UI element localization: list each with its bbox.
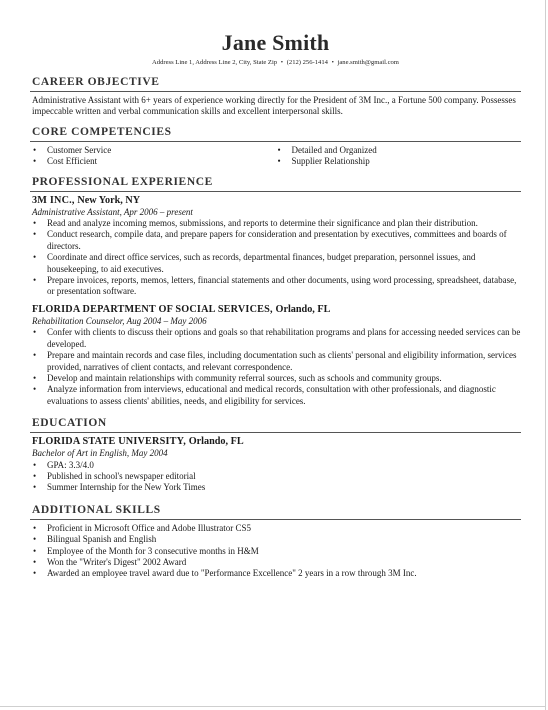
job-heading [32,195,521,207]
list-item [32,156,277,167]
list-item [32,229,521,252]
objective-text: Administrative Assistant with 6+ years of experience working directly for the President of 3M Inc., a Fortune 500 company. Possesses impeccable written and verbal communication skills and excellent interpersonal skills. [32,95,516,117]
list-item [32,546,521,557]
job-heading [32,304,521,316]
professional-experience-section [30,170,521,410]
list-item-text: Customer Service [47,144,112,155]
list-item-text: Won the "Writer's Digest" 2002 Award [47,556,187,567]
education-section [30,411,521,496]
contact-line [30,58,521,68]
list-item [32,557,521,568]
list-item [32,568,521,579]
list-item-text: Prepare invoices, reports, memos, letters, financial statements and other documents, using word processing, spreadsheet, database, or presentation software. [47,275,517,297]
career-objective-section [30,70,521,118]
school-location: Orlando, FL [188,436,244,448]
job-role: Rehabilitation Counselor, Aug 2004 – May 2006 [32,315,207,326]
bullet-icon: • [33,327,37,338]
list-item [32,373,521,384]
list-item-text: Awarded an employee travel award due to "Performance Excellence" 2 years in a row through 3M Inc. [47,568,417,579]
list-item-text: Prepare and maintain records and case files, including documentation such as clients' personal and eligibility information, services provided, narratives of client contacts, and relevant correspondence. [47,350,517,372]
list-item-text: Read and analyze incoming memos, submissions, and reports to determine their significance and plan their distribution. [47,218,478,229]
bullet-icon: • [33,534,37,545]
list-item [32,327,521,350]
list-item [277,156,522,167]
section-title: PROFESSIONAL EXPERIENCE [30,170,521,192]
list-item-text: Published in school's newspaper editorial [47,470,196,481]
phone: (212) 256-1414 [286,59,328,66]
bullet-icon: • [33,522,37,533]
section-title: ADDITIONAL SKILLS [30,498,521,520]
page-edge-bottom [0,706,546,707]
list-item-text: Supplier Relationship [291,156,370,167]
job-location: New York, NY [77,194,141,206]
list-item [32,482,521,493]
email: jane.smith@gmail.com [337,59,399,66]
list-item-text: Bilingual Spanish and English [47,534,157,545]
list-item [32,145,277,156]
school-heading [32,436,521,448]
bullet-icon: • [33,252,37,263]
list-item-text: GPA: 3.3/4.0 [47,459,94,470]
list-item-text: Analyze information from interviews, educational and medical records, consultation with other professionals, and diagnostic evaluations to assess clients' abilities, needs, and eligibility for services. [47,384,496,406]
school-name: FLORIDA STATE UNIVERSITY, [32,436,186,448]
job-duties [32,327,521,407]
section-title: CAREER OBJECTIVE [30,70,521,92]
list-item [277,145,522,156]
employer: FLORIDA DEPARTMENT OF SOCIAL SERVICES, [32,303,273,315]
list-item [32,218,521,229]
employer: 3M INC., [32,194,75,206]
bullet-icon: • [33,470,37,481]
bullet-icon: • [33,372,37,383]
list-item [32,460,521,471]
job-duties [32,218,521,298]
job-entry [30,300,521,409]
section-title: CORE COMPETENCIES [30,120,521,142]
list-item-text: Summer Internship for the New York Times [47,482,206,493]
list-item-text: Develop and maintain relationships with community referral sources, such as schools and community groups. [47,372,442,383]
page-edge-right [545,0,546,710]
contact-separator: • [280,59,284,66]
competencies-grid [30,142,521,168]
list-item [32,252,521,275]
bullet-icon: • [33,556,37,567]
core-competencies-section [30,120,521,168]
list-item [32,384,521,407]
additional-skills-section [30,498,521,582]
bullet-icon: • [33,218,37,229]
competencies-column [32,145,277,168]
list-item-text: Confer with clients to discuss their options and goals so that rehabilitation programs and plans for accessing needed services can be developed. [47,327,521,349]
bullet-icon: • [277,144,281,155]
list-item-text: Conduct research, compile data, and prepare papers for consideration and presentation by executives, committees and boards of directors. [47,229,507,251]
degree: Bachelor of Art in English, May 2004 [32,448,168,459]
list-item-text: Coordinate and direct office services, such as records, departmental finances, budget preparation, personnel issues, and housekeeping, to aid executives. [47,252,476,274]
address: Address Line 1, Address Line 2, City, State Zip [152,59,278,66]
list-item-text: Detailed and Organized [291,144,377,155]
list-item-text: Cost Efficient [47,156,98,167]
list-item-text: Proficient in Microsoft Office and Adobe Illustrator CS5 [47,522,252,533]
list-item-text: Employee of the Month for 3 consecutive months in H&M [47,545,259,556]
bullet-icon: • [33,275,37,286]
bullet-icon: • [277,156,281,167]
skills-list [32,523,521,580]
list-item [32,523,521,534]
education-entry [30,433,521,496]
section-title: EDUCATION [30,411,521,433]
list-item [32,471,521,482]
list-item [32,350,521,373]
bullet-icon: • [33,144,37,155]
skills-entry [30,520,521,582]
bullet-icon: • [33,482,37,493]
bullet-icon: • [33,229,37,240]
education-details [32,460,521,494]
bullet-icon: • [33,459,37,470]
bullet-icon: • [33,384,37,395]
contact-separator: • [331,59,334,66]
bullet-icon: • [33,350,37,361]
resume-header [30,0,521,68]
competencies-column [277,145,522,168]
job-location: Orlando, FL [275,303,331,315]
job-role: Administrative Assistant, Apr 2006 – present [32,206,193,217]
job-entry [30,192,521,300]
list-item [32,534,521,545]
bullet-icon: • [33,545,37,556]
candidate-name: Jane Smith [221,30,330,55]
bullet-icon: • [33,568,37,579]
list-item [32,275,521,298]
bullet-icon: • [33,156,37,167]
